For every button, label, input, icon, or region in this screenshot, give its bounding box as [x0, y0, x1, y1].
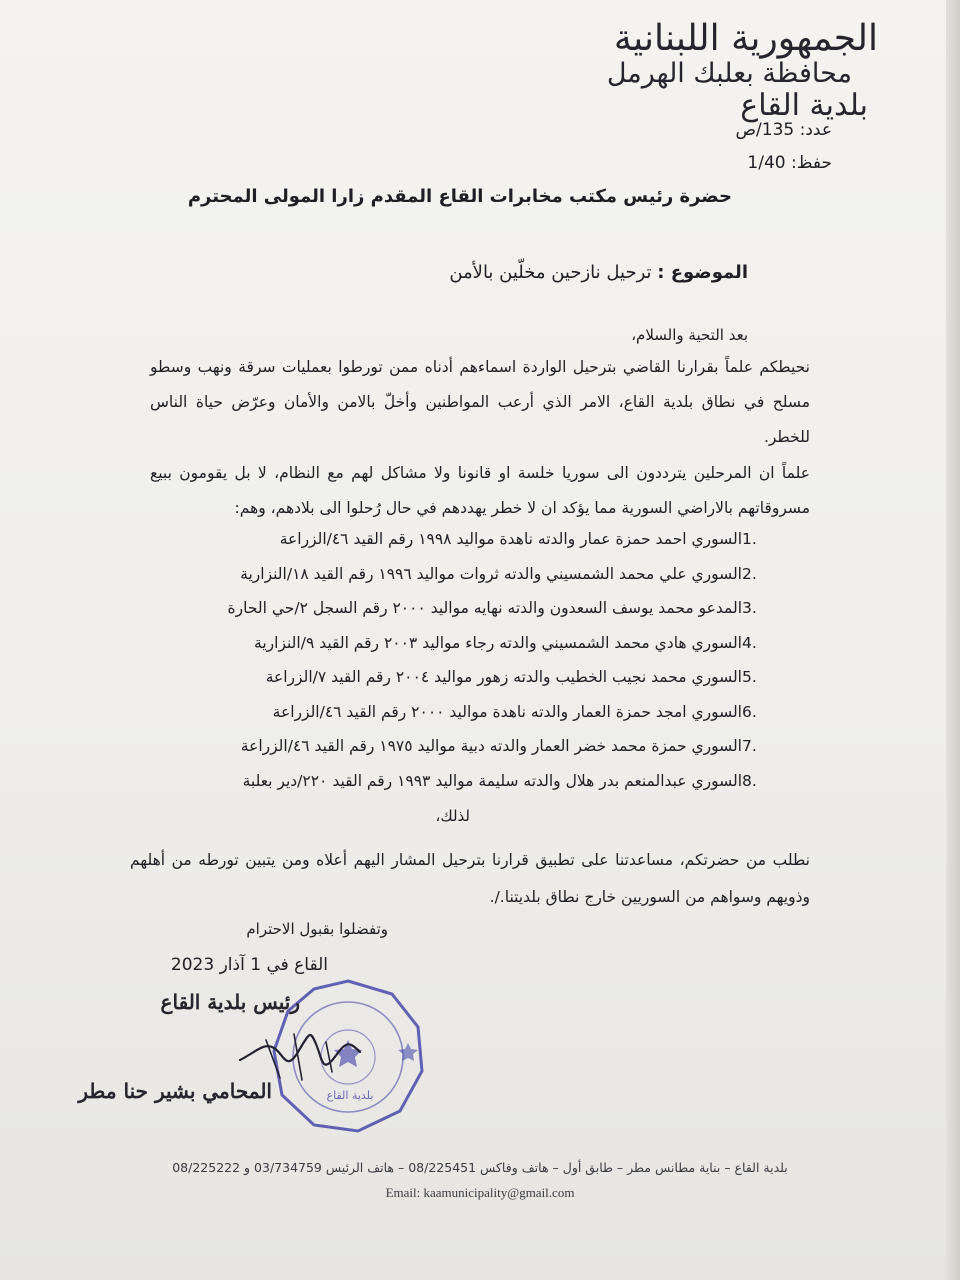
stamp-text: بلدية القاع — [326, 1089, 374, 1102]
therefore-line: لذلك، — [435, 807, 470, 825]
list-item-text: السوري احمد حمزة عمار والدته ناهدة مواليد ١٩٩٨ رقم القيد ٤٦/الزراعة — [279, 530, 742, 548]
closing-line: وتفضلوا بقبول الاحترام — [246, 920, 388, 938]
reference-number: عدد: 135/ص — [735, 120, 832, 140]
list-item-text: السوري هادي محمد الشمسيني والدته رجاء مواليد ٢٠٠٣ رقم القيد ٩/النزارية — [254, 633, 742, 652]
subject-label: الموضوع : — [657, 262, 748, 283]
letterhead-republic: الجمهورية اللبنانية — [613, 18, 878, 59]
list-item — [158, 703, 778, 738]
footer-email: Email: kaamunicipality@gmail.com — [385, 1185, 575, 1200]
list-item — [158, 634, 778, 669]
list-item-text: السوري امجد حمزة العمار والدته ناهدة مواليد ٢٠٠٠ رقم القيد ٤٦/الزراعة — [272, 702, 742, 721]
list-item-text: السوري محمد نجيب الخطيب والدته زهور مواليد ٢٠٠٤ رقم القيد ٧/الزراعة — [265, 668, 742, 686]
paper-edge — [946, 0, 960, 1280]
list-item — [158, 668, 778, 703]
list-item — [158, 565, 778, 600]
list-item-number: 4. — [742, 633, 757, 652]
list-item — [158, 737, 778, 772]
list-item-number: 1. — [742, 530, 757, 548]
body-paragraph-1: نحيطكم علماً بقرارنا القاضي بترحيل الواردة اسماءهم أدناه ممن تورطوا بعمليات سرقة ونهب وسطو مسلح في نطاق بلدية القاع، الامر الذي أرعب المواطنين وأخلّ بالامن والأمان وعرّض حياة الناس للخطر. — [150, 358, 810, 446]
deportee-list — [158, 530, 778, 806]
signatory-name: المحامي بشير حنا مطر — [78, 1079, 272, 1103]
file-reference: حفظ: 1/40 — [747, 153, 832, 173]
list-item-number: 7. — [742, 737, 757, 755]
list-item-number: 2. — [742, 564, 757, 583]
footer-address: بلدية القاع – بناية مطانس مطر – طابق أول – هاتف وفاكس 08/225451 – هاتف الرئيس 03/734759 و 08/225222 — [172, 1160, 788, 1175]
subject-line — [449, 262, 748, 283]
subject-text: ترحيل نازحين مخلّين بالأمن — [449, 262, 652, 283]
list-item-text: السوري علي محمد الشمسيني والدته ثروات مواليد ١٩٩٦ رقم القيد ١٨/النزارية — [240, 564, 742, 583]
letterhead-governorate: محافظة بعلبك الهرمل — [606, 58, 852, 89]
place-date: القاع في 1 آذار 2023 — [170, 955, 328, 975]
body-paragraph-2: علماً ان المرحلين يترددون الى سوريا خلسة او قانونا ولا مشاكل لهم مع النظام، لا بل يقومون ببيع مسروقاتهم بالاراضي السورية مما يؤكد ان لا خطر يهددهم في حال رُحلوا الى بلادهم، وهم: — [150, 464, 810, 517]
list-item — [158, 599, 778, 634]
letterhead-municipality: بلدية القاع — [740, 88, 868, 123]
list-item-number: 8. — [742, 771, 757, 790]
list-item-text: السوري حمزة محمد خضر العمار والدته دبية مواليد ١٩٧٥ رقم القيد ٤٦/الزراعة — [240, 737, 742, 755]
signatory-title: رئيس بلدية القاع — [160, 990, 300, 1014]
request-paragraph: نطلب من حضرتكم، مساعدتنا على تطبيق قرارنا بترحيل المشار اليهم أعلاه ومن يتبين تورطه من أهلهم وذويهم وسواهم من السوريين خارج نطاق بلديتنا./. — [130, 851, 810, 906]
list-item — [158, 530, 778, 565]
list-item-number: 3. — [742, 599, 757, 617]
list-item-text: المدعو محمد يوسف السعدون والدته نهايه مواليد ٢٠٠٠ رقم السجل ٢/حي الحارة — [227, 599, 742, 617]
list-item-text: السوري عبدالمنعم بدر هلال والدته سليمة مواليد ١٩٩٣ رقم القيد ٢٢٠/دير بعلبة — [242, 771, 742, 790]
greeting: بعد التحية والسلام، — [631, 326, 748, 344]
list-item-number: 6. — [742, 702, 757, 721]
list-item — [158, 772, 778, 807]
list-item-number: 5. — [742, 668, 757, 686]
addressee-line: حضرة رئيس مكتب مخابرات القاع المقدم زارا المولى المحترم — [187, 186, 732, 207]
